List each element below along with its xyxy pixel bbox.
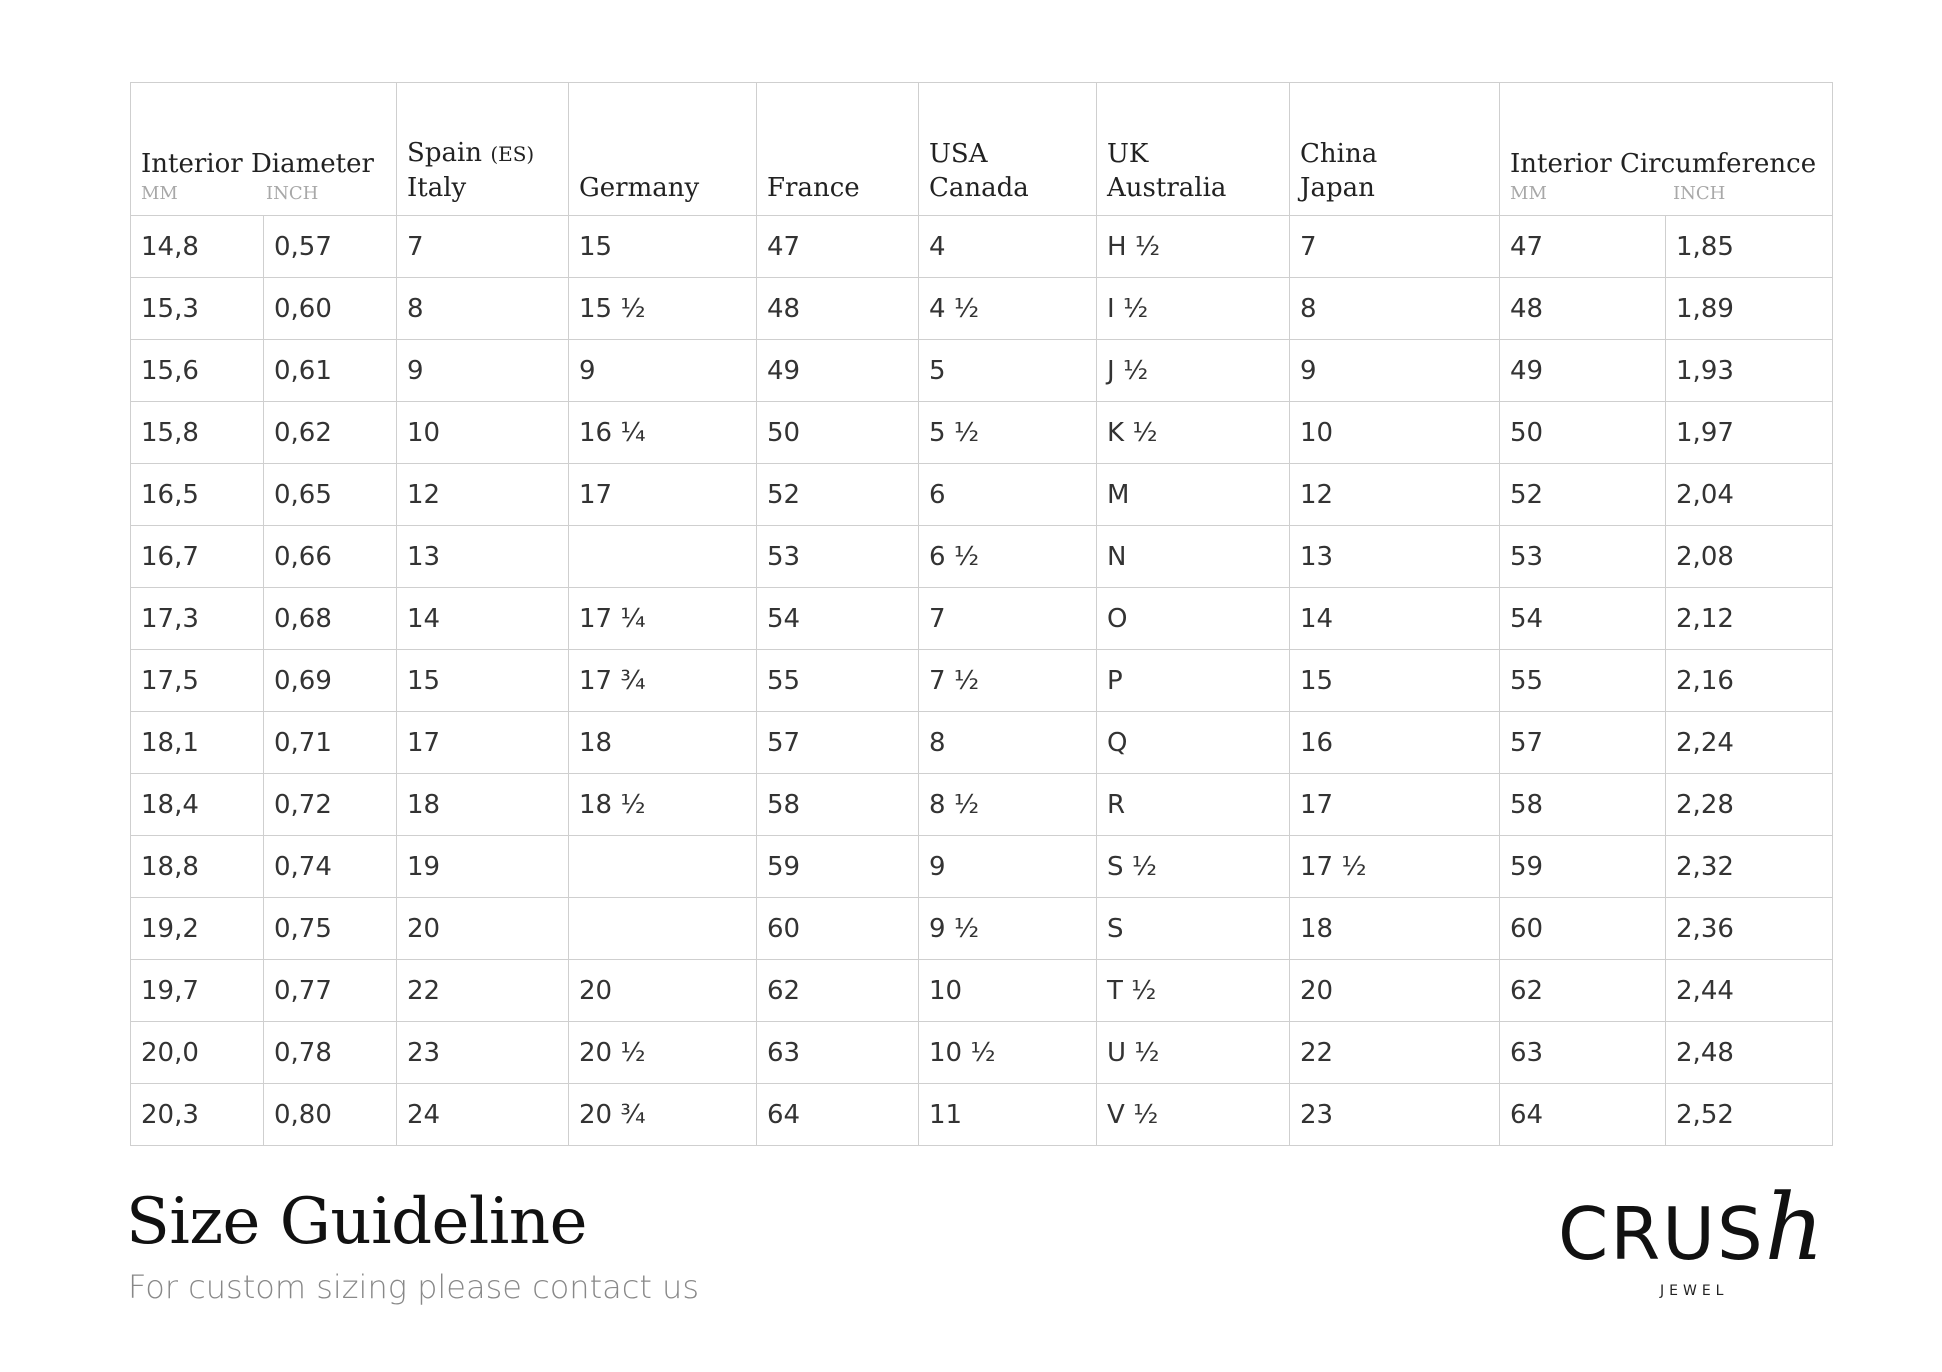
table-row bbox=[131, 1022, 1833, 1084]
cell-circumference-inch: 2,32 bbox=[1666, 836, 1833, 898]
cell-spain-italy: 20 bbox=[397, 898, 569, 960]
cell-china-japan: 14 bbox=[1290, 588, 1500, 650]
cell-diameter-mm: 18,8 bbox=[131, 836, 264, 898]
cell-usa-canada: 6 bbox=[919, 464, 1097, 526]
cell-usa-canada: 4 ½ bbox=[919, 278, 1097, 340]
cell-germany: 9 bbox=[569, 340, 757, 402]
cell-uk-australia: V ½ bbox=[1097, 1084, 1290, 1146]
cell-uk-australia: O bbox=[1097, 588, 1290, 650]
ring-size-table bbox=[130, 82, 1833, 1146]
cell-circumference-mm: 47 bbox=[1500, 216, 1666, 278]
header-australia: Australia bbox=[1107, 173, 1227, 203]
cell-diameter-inch: 0,62 bbox=[264, 402, 397, 464]
cell-diameter-mm: 19,2 bbox=[131, 898, 264, 960]
table-row bbox=[131, 278, 1833, 340]
logo-word-main: CRUS bbox=[1558, 1192, 1765, 1276]
cell-china-japan: 8 bbox=[1290, 278, 1500, 340]
table-row bbox=[131, 898, 1833, 960]
table-row bbox=[131, 588, 1833, 650]
cell-spain-italy: 17 bbox=[397, 712, 569, 774]
table-row bbox=[131, 402, 1833, 464]
cell-diameter-inch: 0,60 bbox=[264, 278, 397, 340]
logo-word-h: h bbox=[1764, 1174, 1826, 1281]
cell-uk-australia: U ½ bbox=[1097, 1022, 1290, 1084]
cell-germany: 17 ¼ bbox=[569, 588, 757, 650]
cell-circumference-mm: 53 bbox=[1500, 526, 1666, 588]
cell-diameter-inch: 0,72 bbox=[264, 774, 397, 836]
cell-circumference-inch: 1,85 bbox=[1666, 216, 1833, 278]
cell-diameter-mm: 15,8 bbox=[131, 402, 264, 464]
cell-china-japan: 20 bbox=[1290, 960, 1500, 1022]
cell-diameter-inch: 0,66 bbox=[264, 526, 397, 588]
cell-spain-italy: 23 bbox=[397, 1022, 569, 1084]
cell-germany: 17 ¾ bbox=[569, 650, 757, 712]
header-japan: Japan bbox=[1300, 173, 1375, 203]
cell-uk-australia: J ½ bbox=[1097, 340, 1290, 402]
cell-china-japan: 12 bbox=[1290, 464, 1500, 526]
crush-jewel-logo bbox=[1558, 1174, 1838, 1302]
header-usa-canada bbox=[919, 83, 1097, 216]
cell-circumference-inch: 2,52 bbox=[1666, 1084, 1833, 1146]
cell-diameter-mm: 15,3 bbox=[131, 278, 264, 340]
header-diameter-mm: MM bbox=[141, 183, 178, 204]
header-interior-circumference bbox=[1500, 83, 1833, 216]
cell-circumference-inch: 1,97 bbox=[1666, 402, 1833, 464]
header-interior-circumference-label: Interior Circumference bbox=[1510, 149, 1817, 179]
cell-diameter-inch: 0,68 bbox=[264, 588, 397, 650]
cell-usa-canada: 7 ½ bbox=[919, 650, 1097, 712]
cell-spain-italy: 19 bbox=[397, 836, 569, 898]
table-row bbox=[131, 464, 1833, 526]
cell-china-japan: 18 bbox=[1290, 898, 1500, 960]
cell-circumference-mm: 59 bbox=[1500, 836, 1666, 898]
cell-spain-italy: 9 bbox=[397, 340, 569, 402]
cell-usa-canada: 8 ½ bbox=[919, 774, 1097, 836]
table-row bbox=[131, 774, 1833, 836]
cell-germany bbox=[569, 836, 757, 898]
table-row bbox=[131, 340, 1833, 402]
cell-uk-australia: M bbox=[1097, 464, 1290, 526]
table-row bbox=[131, 712, 1833, 774]
cell-china-japan: 13 bbox=[1290, 526, 1500, 588]
cell-germany: 20 ¾ bbox=[569, 1084, 757, 1146]
header-china-japan bbox=[1290, 83, 1500, 216]
cell-diameter-inch: 0,75 bbox=[264, 898, 397, 960]
cell-usa-canada: 7 bbox=[919, 588, 1097, 650]
cell-france: 50 bbox=[757, 402, 919, 464]
cell-diameter-mm: 16,7 bbox=[131, 526, 264, 588]
cell-germany bbox=[569, 898, 757, 960]
cell-spain-italy: 24 bbox=[397, 1084, 569, 1146]
cell-diameter-mm: 20,3 bbox=[131, 1084, 264, 1146]
cell-usa-canada: 9 bbox=[919, 836, 1097, 898]
cell-diameter-mm: 20,0 bbox=[131, 1022, 264, 1084]
cell-germany: 18 ½ bbox=[569, 774, 757, 836]
cell-usa-canada: 9 ½ bbox=[919, 898, 1097, 960]
cell-circumference-mm: 54 bbox=[1500, 588, 1666, 650]
cell-uk-australia: Q bbox=[1097, 712, 1290, 774]
cell-france: 58 bbox=[757, 774, 919, 836]
header-diameter-inch: INCH bbox=[266, 183, 319, 204]
cell-germany: 16 ¼ bbox=[569, 402, 757, 464]
table-row bbox=[131, 960, 1833, 1022]
cell-diameter-mm: 16,5 bbox=[131, 464, 264, 526]
cell-uk-australia: T ½ bbox=[1097, 960, 1290, 1022]
cell-spain-italy: 8 bbox=[397, 278, 569, 340]
cell-circumference-mm: 58 bbox=[1500, 774, 1666, 836]
cell-uk-australia: K ½ bbox=[1097, 402, 1290, 464]
cell-uk-australia: N bbox=[1097, 526, 1290, 588]
cell-france: 57 bbox=[757, 712, 919, 774]
table-row bbox=[131, 526, 1833, 588]
cell-france: 60 bbox=[757, 898, 919, 960]
header-spain-code: (ES) bbox=[490, 142, 535, 166]
cell-circumference-mm: 64 bbox=[1500, 1084, 1666, 1146]
cell-circumference-mm: 49 bbox=[1500, 340, 1666, 402]
cell-circumference-inch: 2,08 bbox=[1666, 526, 1833, 588]
header-france bbox=[757, 83, 919, 216]
cell-usa-canada: 11 bbox=[919, 1084, 1097, 1146]
cell-usa-canada: 10 ½ bbox=[919, 1022, 1097, 1084]
header-spain: Spain bbox=[407, 138, 483, 168]
table-body bbox=[131, 216, 1833, 1146]
header-china: China bbox=[1300, 139, 1378, 169]
header-usa: USA bbox=[929, 139, 988, 169]
cell-usa-canada: 5 bbox=[919, 340, 1097, 402]
header-interior-diameter bbox=[131, 83, 397, 216]
cell-spain-italy: 7 bbox=[397, 216, 569, 278]
cell-germany: 18 bbox=[569, 712, 757, 774]
header-circumference-units bbox=[1510, 183, 1832, 205]
cell-usa-canada: 4 bbox=[919, 216, 1097, 278]
cell-diameter-inch: 0,61 bbox=[264, 340, 397, 402]
page-title: Size Guideline bbox=[126, 1185, 587, 1259]
cell-usa-canada: 6 ½ bbox=[919, 526, 1097, 588]
cell-uk-australia: I ½ bbox=[1097, 278, 1290, 340]
cell-diameter-inch: 0,77 bbox=[264, 960, 397, 1022]
cell-circumference-inch: 2,48 bbox=[1666, 1022, 1833, 1084]
cell-germany: 20 bbox=[569, 960, 757, 1022]
header-uk: UK bbox=[1107, 139, 1149, 169]
cell-diameter-inch: 0,74 bbox=[264, 836, 397, 898]
table-header-row bbox=[131, 83, 1833, 216]
cell-germany bbox=[569, 526, 757, 588]
cell-diameter-mm: 18,1 bbox=[131, 712, 264, 774]
cell-france: 64 bbox=[757, 1084, 919, 1146]
cell-circumference-inch: 2,28 bbox=[1666, 774, 1833, 836]
cell-diameter-inch: 0,57 bbox=[264, 216, 397, 278]
cell-china-japan: 23 bbox=[1290, 1084, 1500, 1146]
logo-subtext: JEWEL bbox=[1660, 1283, 1729, 1299]
cell-diameter-mm: 17,5 bbox=[131, 650, 264, 712]
cell-circumference-mm: 62 bbox=[1500, 960, 1666, 1022]
cell-spain-italy: 12 bbox=[397, 464, 569, 526]
cell-france: 63 bbox=[757, 1022, 919, 1084]
cell-spain-italy: 22 bbox=[397, 960, 569, 1022]
cell-usa-canada: 8 bbox=[919, 712, 1097, 774]
header-interior-diameter-label: Interior Diameter bbox=[141, 149, 374, 179]
cell-spain-italy: 13 bbox=[397, 526, 569, 588]
cell-diameter-inch: 0,65 bbox=[264, 464, 397, 526]
cell-circumference-inch: 1,93 bbox=[1666, 340, 1833, 402]
header-germany bbox=[569, 83, 757, 216]
cell-circumference-inch: 2,12 bbox=[1666, 588, 1833, 650]
cell-france: 47 bbox=[757, 216, 919, 278]
header-circumference-inch: INCH bbox=[1673, 183, 1726, 204]
cell-diameter-mm: 15,6 bbox=[131, 340, 264, 402]
header-italy: Italy bbox=[407, 173, 467, 203]
cell-germany: 17 bbox=[569, 464, 757, 526]
cell-uk-australia: P bbox=[1097, 650, 1290, 712]
cell-germany: 15 ½ bbox=[569, 278, 757, 340]
cell-diameter-mm: 18,4 bbox=[131, 774, 264, 836]
cell-france: 55 bbox=[757, 650, 919, 712]
cell-circumference-inch: 2,16 bbox=[1666, 650, 1833, 712]
cell-france: 52 bbox=[757, 464, 919, 526]
header-france-label: France bbox=[767, 173, 860, 203]
page-subtitle: For custom sizing please contact us bbox=[128, 1268, 699, 1306]
cell-usa-canada: 5 ½ bbox=[919, 402, 1097, 464]
cell-diameter-mm: 19,7 bbox=[131, 960, 264, 1022]
header-diameter-units bbox=[141, 183, 396, 205]
cell-diameter-inch: 0,71 bbox=[264, 712, 397, 774]
cell-france: 62 bbox=[757, 960, 919, 1022]
cell-uk-australia: R bbox=[1097, 774, 1290, 836]
cell-diameter-inch: 0,69 bbox=[264, 650, 397, 712]
cell-usa-canada: 10 bbox=[919, 960, 1097, 1022]
cell-china-japan: 22 bbox=[1290, 1022, 1500, 1084]
cell-spain-italy: 15 bbox=[397, 650, 569, 712]
cell-china-japan: 7 bbox=[1290, 216, 1500, 278]
cell-circumference-inch: 2,44 bbox=[1666, 960, 1833, 1022]
header-spain-italy bbox=[397, 83, 569, 216]
cell-china-japan: 10 bbox=[1290, 402, 1500, 464]
logo-wordmark bbox=[1558, 1174, 1826, 1281]
cell-china-japan: 9 bbox=[1290, 340, 1500, 402]
cell-diameter-mm: 17,3 bbox=[131, 588, 264, 650]
cell-diameter-inch: 0,78 bbox=[264, 1022, 397, 1084]
cell-france: 59 bbox=[757, 836, 919, 898]
cell-diameter-mm: 14,8 bbox=[131, 216, 264, 278]
header-germany-label: Germany bbox=[579, 173, 700, 203]
cell-circumference-inch: 2,04 bbox=[1666, 464, 1833, 526]
cell-france: 48 bbox=[757, 278, 919, 340]
header-uk-australia bbox=[1097, 83, 1290, 216]
cell-circumference-inch: 1,89 bbox=[1666, 278, 1833, 340]
table-row bbox=[131, 1084, 1833, 1146]
cell-germany: 20 ½ bbox=[569, 1022, 757, 1084]
cell-spain-italy: 10 bbox=[397, 402, 569, 464]
cell-circumference-inch: 2,24 bbox=[1666, 712, 1833, 774]
cell-uk-australia: H ½ bbox=[1097, 216, 1290, 278]
cell-circumference-mm: 60 bbox=[1500, 898, 1666, 960]
cell-france: 53 bbox=[757, 526, 919, 588]
cell-circumference-mm: 57 bbox=[1500, 712, 1666, 774]
cell-china-japan: 17 bbox=[1290, 774, 1500, 836]
cell-circumference-mm: 52 bbox=[1500, 464, 1666, 526]
table-row bbox=[131, 216, 1833, 278]
header-circumference-mm: MM bbox=[1510, 183, 1547, 204]
cell-spain-italy: 14 bbox=[397, 588, 569, 650]
cell-circumference-mm: 55 bbox=[1500, 650, 1666, 712]
cell-circumference-mm: 48 bbox=[1500, 278, 1666, 340]
cell-circumference-mm: 50 bbox=[1500, 402, 1666, 464]
table-row bbox=[131, 650, 1833, 712]
header-canada: Canada bbox=[929, 173, 1029, 203]
cell-china-japan: 17 ½ bbox=[1290, 836, 1500, 898]
cell-circumference-inch: 2,36 bbox=[1666, 898, 1833, 960]
cell-france: 54 bbox=[757, 588, 919, 650]
cell-uk-australia: S ½ bbox=[1097, 836, 1290, 898]
cell-china-japan: 16 bbox=[1290, 712, 1500, 774]
cell-circumference-mm: 63 bbox=[1500, 1022, 1666, 1084]
table-row bbox=[131, 836, 1833, 898]
cell-spain-italy: 18 bbox=[397, 774, 569, 836]
cell-china-japan: 15 bbox=[1290, 650, 1500, 712]
cell-uk-australia: S bbox=[1097, 898, 1290, 960]
cell-germany: 15 bbox=[569, 216, 757, 278]
cell-france: 49 bbox=[757, 340, 919, 402]
cell-diameter-inch: 0,80 bbox=[264, 1084, 397, 1146]
